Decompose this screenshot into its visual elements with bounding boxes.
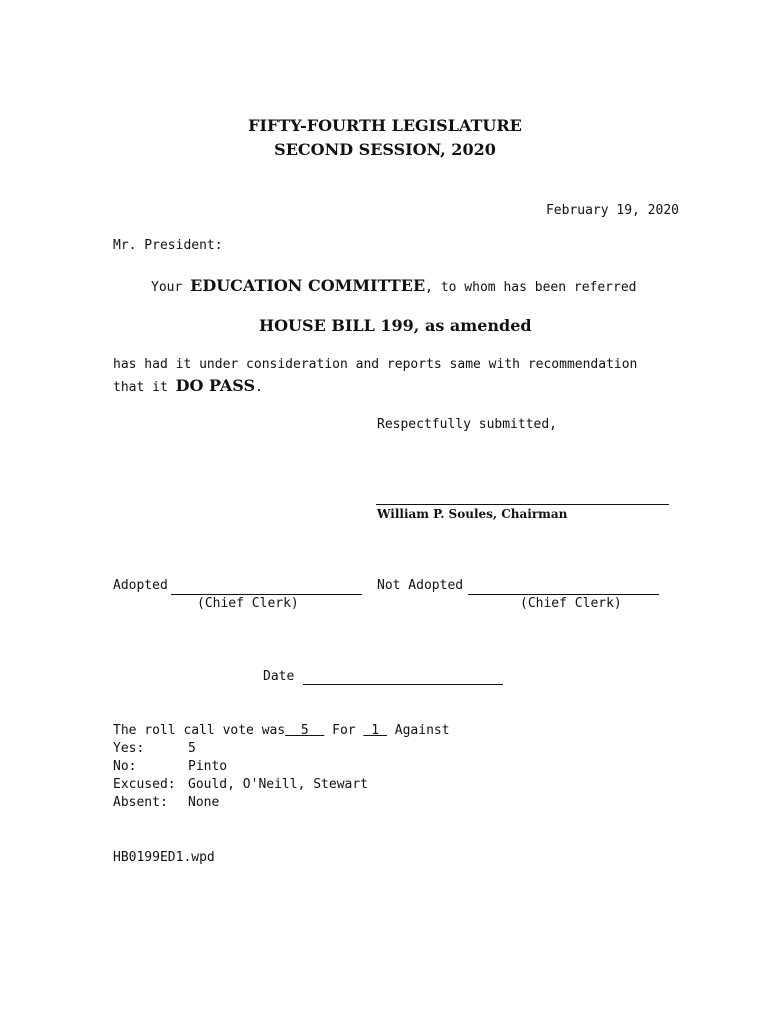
salutation: Mr. President:	[113, 238, 223, 253]
vote-label-excused: Excused:	[113, 777, 176, 792]
vote-value-yes: 5	[188, 741, 196, 756]
for-label: For	[332, 723, 356, 738]
adopted-clerk-label: (Chief Clerk)	[197, 596, 299, 611]
vote-value-no: Pinto	[188, 759, 228, 774]
adopted-line	[171, 594, 362, 595]
referral-line	[151, 278, 637, 294]
consideration-line: has had it under consideration and reports same with recommendation	[113, 357, 638, 372]
legislature-title: FIFTY-FOURTH LEGISLATURE	[248, 116, 522, 135]
recommendation-line	[113, 378, 263, 394]
vote-label-absent: Absent:	[113, 795, 168, 810]
session-title: SECOND SESSION, 2020	[274, 140, 496, 159]
against-label: Against	[394, 723, 450, 738]
vote-label-no: No:	[113, 759, 137, 774]
vote-value-absent: None	[188, 795, 220, 810]
date-label: Date	[263, 669, 295, 684]
adopted-label: Adopted	[113, 578, 168, 593]
vote-value-excused: Gould, O'Neill, Stewart	[188, 777, 369, 792]
referral-suffix: , to whom has been referred	[425, 280, 637, 295]
not-adopted-clerk-label: (Chief Clerk)	[520, 596, 622, 611]
signature-line	[376, 504, 669, 505]
roll-call-prefix: The roll call vote was	[113, 723, 286, 738]
signer-name: William P. Soules, Chairman	[377, 507, 568, 521]
recommendation-prefix: that it	[113, 380, 176, 395]
not-adopted-line	[468, 594, 659, 595]
not-adopted-label: Not Adopted	[377, 578, 464, 593]
vote-label-yes: Yes:	[113, 741, 145, 756]
for-count: 5	[300, 723, 309, 738]
recommendation-suffix: .	[255, 380, 263, 395]
date-line	[303, 684, 503, 685]
recommendation: DO PASS	[175, 376, 256, 395]
bill-title: HOUSE BILL 199, as amended	[259, 316, 532, 335]
committee-name: EDUCATION COMMITTEE	[190, 276, 426, 295]
roll-call-line	[113, 724, 450, 737]
referral-prefix: Your	[151, 280, 191, 295]
report-date: February 19, 2020	[545, 203, 679, 218]
closing: Respectfully submitted,	[377, 417, 558, 432]
against-count: 1	[371, 723, 380, 738]
file-name: HB0199ED1.wpd	[113, 850, 215, 865]
